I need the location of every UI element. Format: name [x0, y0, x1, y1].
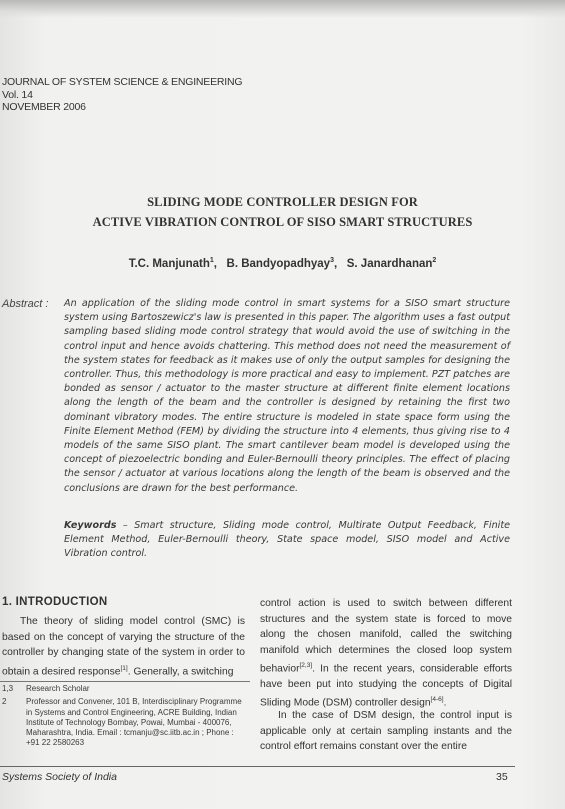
intro-col2-text: control action is used to switch between different structures and the system state is forced to move along the chosen manifold, called the switching manifold which determines the closed loop system behavior: [260, 598, 512, 675]
intro-col1-tail: . Generally, a switching: [127, 665, 234, 677]
keywords-text: – Smart structure, Sliding mode control, Multirate Output Feedback, Finite Element Method, Euler-Bernoulli theory, State space model, SISO model and Active Vibration control.: [64, 520, 510, 560]
footnote-2-text: Professor and Convener, 101 B, Interdisciplinary Programme in Systems and Control Engineering, ACRE Building, Indian Institute of Technology Bombay, Powai, Mumbai - 400076, Maharashtra, India. Email : tcmanju@sc.iitb.ac.in ; Phone : +91 22 2580263: [26, 697, 242, 748]
author-list: T.C. Manjunath$^1$, B. Bandyopadhyay$^3$, S. Janardhanan$^2$: [128, 257, 437, 270]
author-3-affil: 2: [432, 257, 437, 264]
author-1: T.C. Manjunath: [128, 257, 210, 270]
footer-divider: [0, 766, 515, 767]
intro-column-2-para2: In the case of DSM design, the control input is applicable only at certain sampling instants and the control effort remains constant over the entire: [260, 710, 512, 752]
journal-header: [2, 76, 242, 114]
author-2: B. Bandyopadhyay: [226, 257, 331, 270]
author-1-affil: 1: [209, 257, 214, 264]
paper-title-line1: SLIDING MODE CONTROLLER DESIGN FOR: [147, 195, 418, 209]
author-3: S. Janardhanan: [346, 257, 433, 270]
intro-col2-tail: . In the recent years, considerable efforts have been put into studying the concepts of Digital Sliding Mode (DSM) controller design: [260, 663, 512, 709]
footnote-2: [2, 697, 245, 748]
abstract-label: Abstract :: [2, 298, 49, 310]
journal-volume: Vol. 14: [2, 88, 33, 101]
intro-col2-end: .: [443, 697, 447, 709]
keywords-label: Keywords: [64, 520, 117, 531]
intro-column-1: [2, 614, 245, 679]
keywords-block: [64, 519, 510, 562]
intro-column-2-para1: [260, 596, 512, 711]
footnote-2-number: 2: [2, 697, 7, 707]
footnote-1-number: 1,3: [2, 684, 14, 693]
abstract-text: An application of the sliding mode control in smart systems for a SISO smart structure system using Bartoszewicz's law is presented in this paper. The algorithm uses a fast output sampling based sliding mode control strategy that would avoid the use of switching in the control input and hence avoids chattering. This method does not need the measurement of the system states for feedback as it makes use of only the output samples for designing the controller. Thus, this methodology is more practical and easy to implement. PZT patches are bonded as sensor / actuator to the master structure at different finite element locations along the length of the beam and the controller is designed by retaining the first two dominant vibratory modes. The entire structure is modeled in state space form using the Finite Element Method (FEM) by dividing the structure into 4 elements, thus giving rise to 4 models of the same SISO plant. The smart cantilever beam model is developed using the concept of piezoelectric bonding and Euler-Bernoulli theory principles. The effect of placing the sensor / actuator at various locations along the length of the beam is observed and the conclusions are drawn for the best performance.: [64, 298, 510, 494]
page-number: 35: [496, 771, 508, 783]
journal-name: JOURNAL OF SYSTEM SCIENCE & ENGINEERING: [2, 76, 243, 88]
scan-shadow: [0, 0, 565, 18]
author-2-affil: 3: [330, 257, 334, 264]
footnote-1-text: Research Scholar: [26, 684, 90, 693]
footnote-1: [2, 684, 245, 694]
citation-ref: [2,3]: [299, 662, 313, 669]
citation-ref: [1]: [120, 664, 128, 672]
paper-title-line2: ACTIVE VIBRATION CONTROL OF SISO SMART STRUCTURES: [92, 215, 473, 229]
footnotes: [2, 684, 245, 749]
footnote-divider: [0, 681, 250, 682]
section-heading-introduction: 1. INTRODUCTION: [2, 596, 108, 608]
citation-ref: [4-6]: [430, 696, 444, 704]
intro-col1-text: The theory of sliding model control (SMC) is based on the concept of varying the structure of the controller by changing state of the system in order to obtain a desired response: [2, 616, 245, 677]
footer-society: Systems Society of India: [2, 771, 117, 783]
journal-date: NOVEMBER 2006: [2, 101, 86, 113]
